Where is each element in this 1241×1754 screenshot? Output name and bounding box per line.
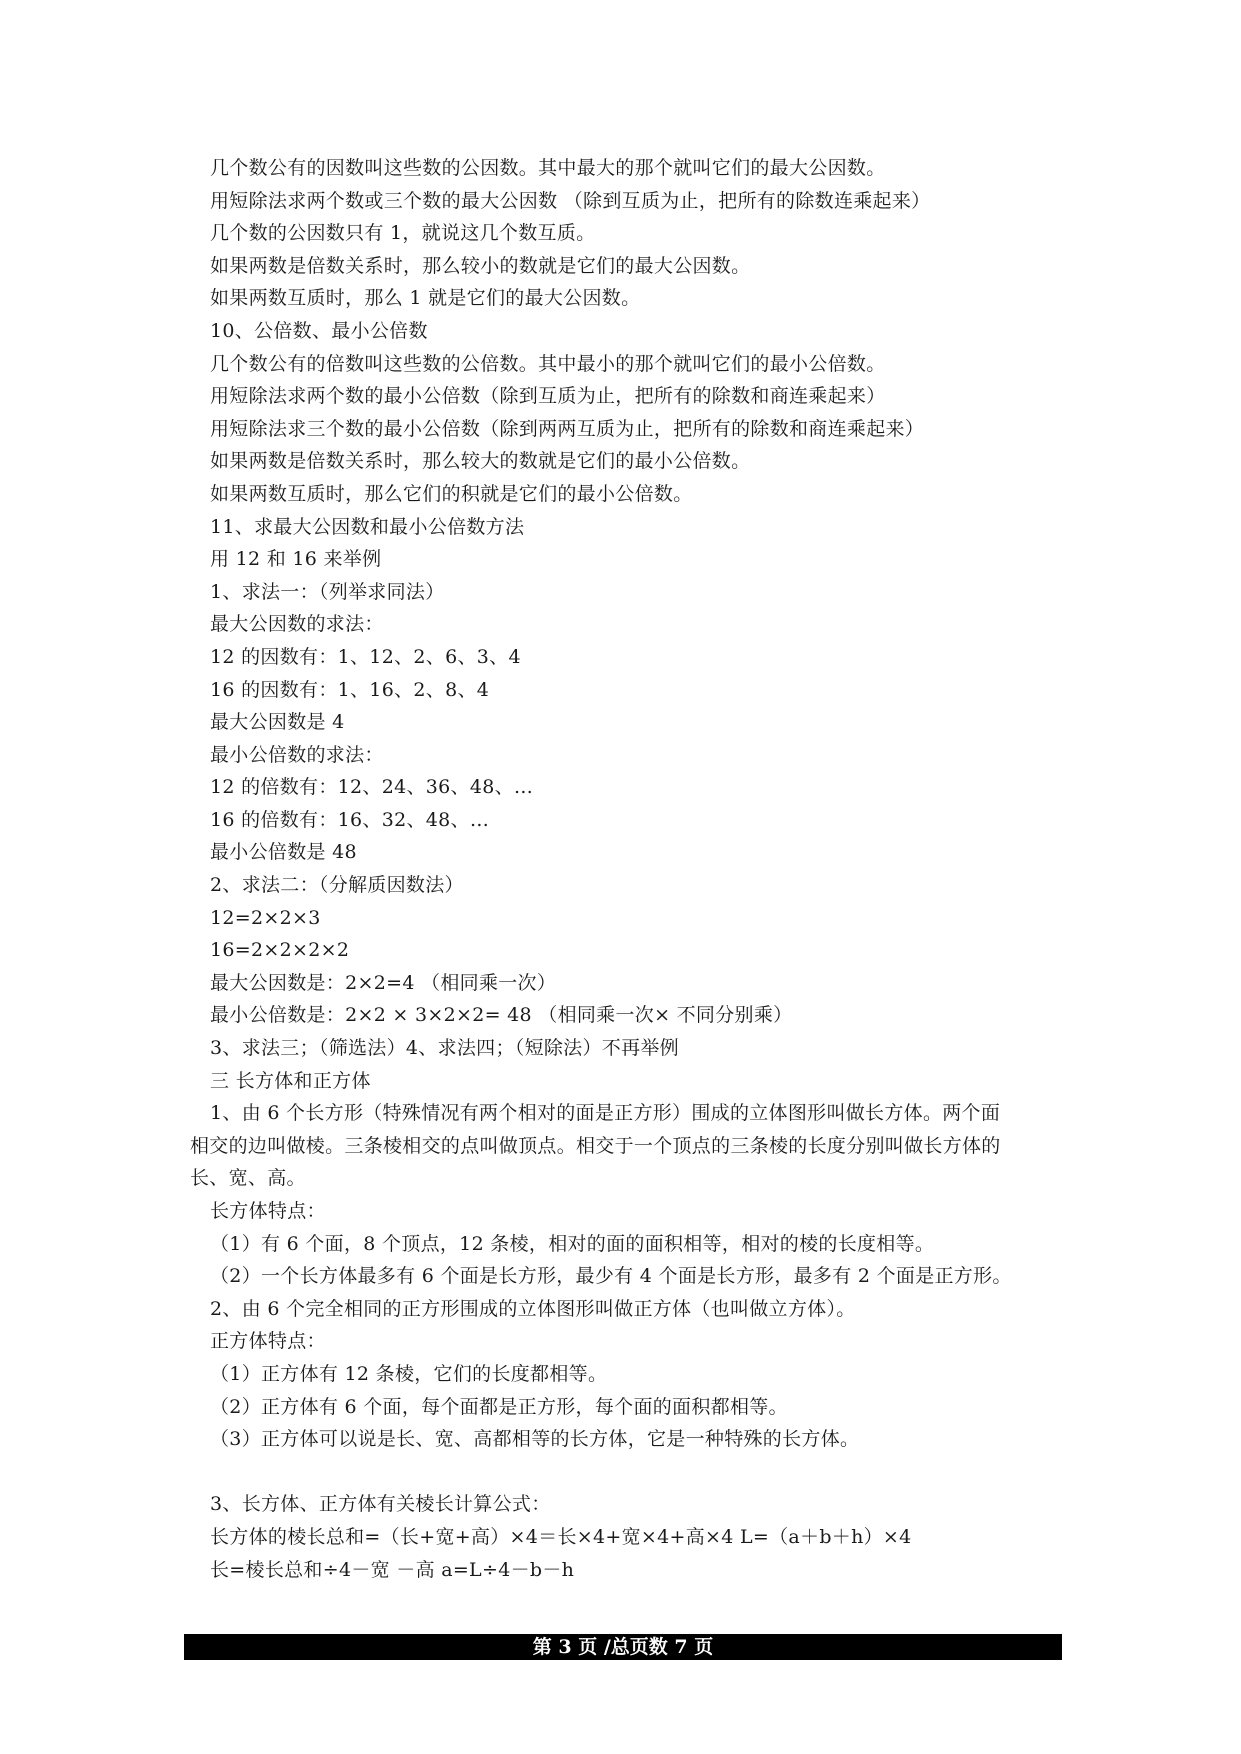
- text-line: 用短除法求两个数的最小公倍数（除到互质为止，把所有的除数和商连乘起来）: [210, 385, 886, 408]
- text-line: 如果两数互质时，那么它们的积就是它们的最小公倍数。: [210, 482, 693, 505]
- text-line: 最大公因数是 4: [210, 711, 345, 734]
- text-line: （3）正方体可以说是长、宽、高都相等的长方体，它是一种特殊的长方体。: [210, 1428, 860, 1451]
- text-line: 2、求法二：（分解质因数法）: [210, 874, 464, 897]
- text-line: 长=棱长总和÷4－宽 －高 a=L÷4－b－h: [210, 1558, 575, 1581]
- text-line: 最大公因数是：2×2=4 （相同乘一次）: [210, 971, 557, 994]
- text-line: 3、长方体、正方体有关棱长计算公式：: [210, 1493, 551, 1516]
- text-line: 如果两数互质时，那么 1 就是它们的最大公因数。: [210, 287, 641, 310]
- text-line: 三 长方体和正方体: [210, 1069, 371, 1092]
- text-line: 如果两数是倍数关系时，那么较大的数就是它们的最小公倍数。: [210, 450, 751, 473]
- text-line: 最小公倍数是：2×2 × 3×2×2= 48 （相同乘一次× 不同分别乘）: [210, 1004, 793, 1027]
- text-line: 如果两数是倍数关系时，那么较小的数就是它们的最大公因数。: [210, 254, 751, 277]
- text-line: （2）一个长方体最多有 6 个面是长方形，最少有 4 个面是长方形，最多有 2 个面是正方形。: [210, 1265, 1012, 1288]
- text-line: 1、求法一：（列举求同法）: [210, 580, 445, 603]
- text-line: 几个数的公因数只有 1，就说这几个数互质。: [210, 222, 596, 245]
- text-line: （1）正方体有 12 条棱，它们的长度都相等。: [210, 1362, 608, 1385]
- text-line: 12=2×2×3: [210, 906, 321, 929]
- text-line: 16=2×2×2×2: [210, 939, 350, 962]
- text-line: 长方体的棱长总和=（长+宽+高）×4＝长×4+宽×4+高×4 L=（a＋b＋h）×4: [210, 1525, 912, 1548]
- text-line: 相交的边叫做棱。三条棱相交的点叫做顶点。相交于一个顶点的三条棱的长度分别叫做长方体的: [190, 1134, 1001, 1157]
- text-line: 12 的因数有：1、12、2、6、3、4: [210, 645, 521, 668]
- text-line: 12 的倍数有：12、24、36、48、…: [210, 776, 534, 799]
- text-line: 用 12 和 16 来举例: [210, 548, 382, 571]
- text-line: 几个数公有的因数叫这些数的公因数。其中最大的那个就叫它们的最大公因数。: [210, 157, 886, 179]
- text-line: 最小公倍数的求法：: [210, 743, 384, 766]
- text-line: 11、求最大公因数和最小公倍数方法: [210, 515, 525, 538]
- text-line: 长方体特点：: [210, 1200, 326, 1222]
- text-line: 几个数公有的倍数叫这些数的公倍数。其中最小的那个就叫它们的最小公倍数。: [210, 352, 886, 375]
- text-line: 16 的倍数有：16、32、48、…: [210, 808, 490, 831]
- document-body: [190, 152, 1070, 1586]
- text-line: 16 的因数有：1、16、2、8、4: [210, 678, 490, 701]
- text-line: （1）有 6 个面，8 个顶点，12 条棱，相对的面的面积相等，相对的棱的长度相等。: [210, 1232, 935, 1255]
- text-line: 最大公因数的求法：: [210, 613, 384, 636]
- blank-line: [190, 1456, 1070, 1489]
- text-line: 用短除法求两个数或三个数的最大公因数 （除到互质为止，把所有的除数连乘起来）: [210, 189, 931, 212]
- text-line: 正方体特点：: [210, 1330, 326, 1353]
- text-line: 10、公倍数、最小公倍数: [210, 319, 428, 342]
- text-line: 1、由 6 个长方形（特殊情况有两个相对的面是正方形）围成的立体图形叫做长方体。两个面: [210, 1102, 1001, 1125]
- text-line: 2、由 6 个完全相同的正方形围成的立体图形叫做正方体（也叫做立方体）。: [210, 1297, 856, 1320]
- page-footer: [184, 1634, 1062, 1660]
- text-line: 用短除法求三个数的最小公倍数（除到两两互质为止，把所有的除数和商连乘起来）: [210, 417, 925, 440]
- text-line: （2）正方体有 6 个面，每个面都是正方形，每个面的面积都相等。: [210, 1395, 788, 1418]
- text-line: 3、求法三；（筛选法）4、求法四；（短除法）不再举例: [210, 1037, 679, 1060]
- page-number-label: 第 3 页 /总页数 7 页: [532, 1636, 714, 1658]
- text-line: 长、宽、高。: [190, 1167, 306, 1190]
- text-line: 最小公倍数是 48: [210, 841, 357, 864]
